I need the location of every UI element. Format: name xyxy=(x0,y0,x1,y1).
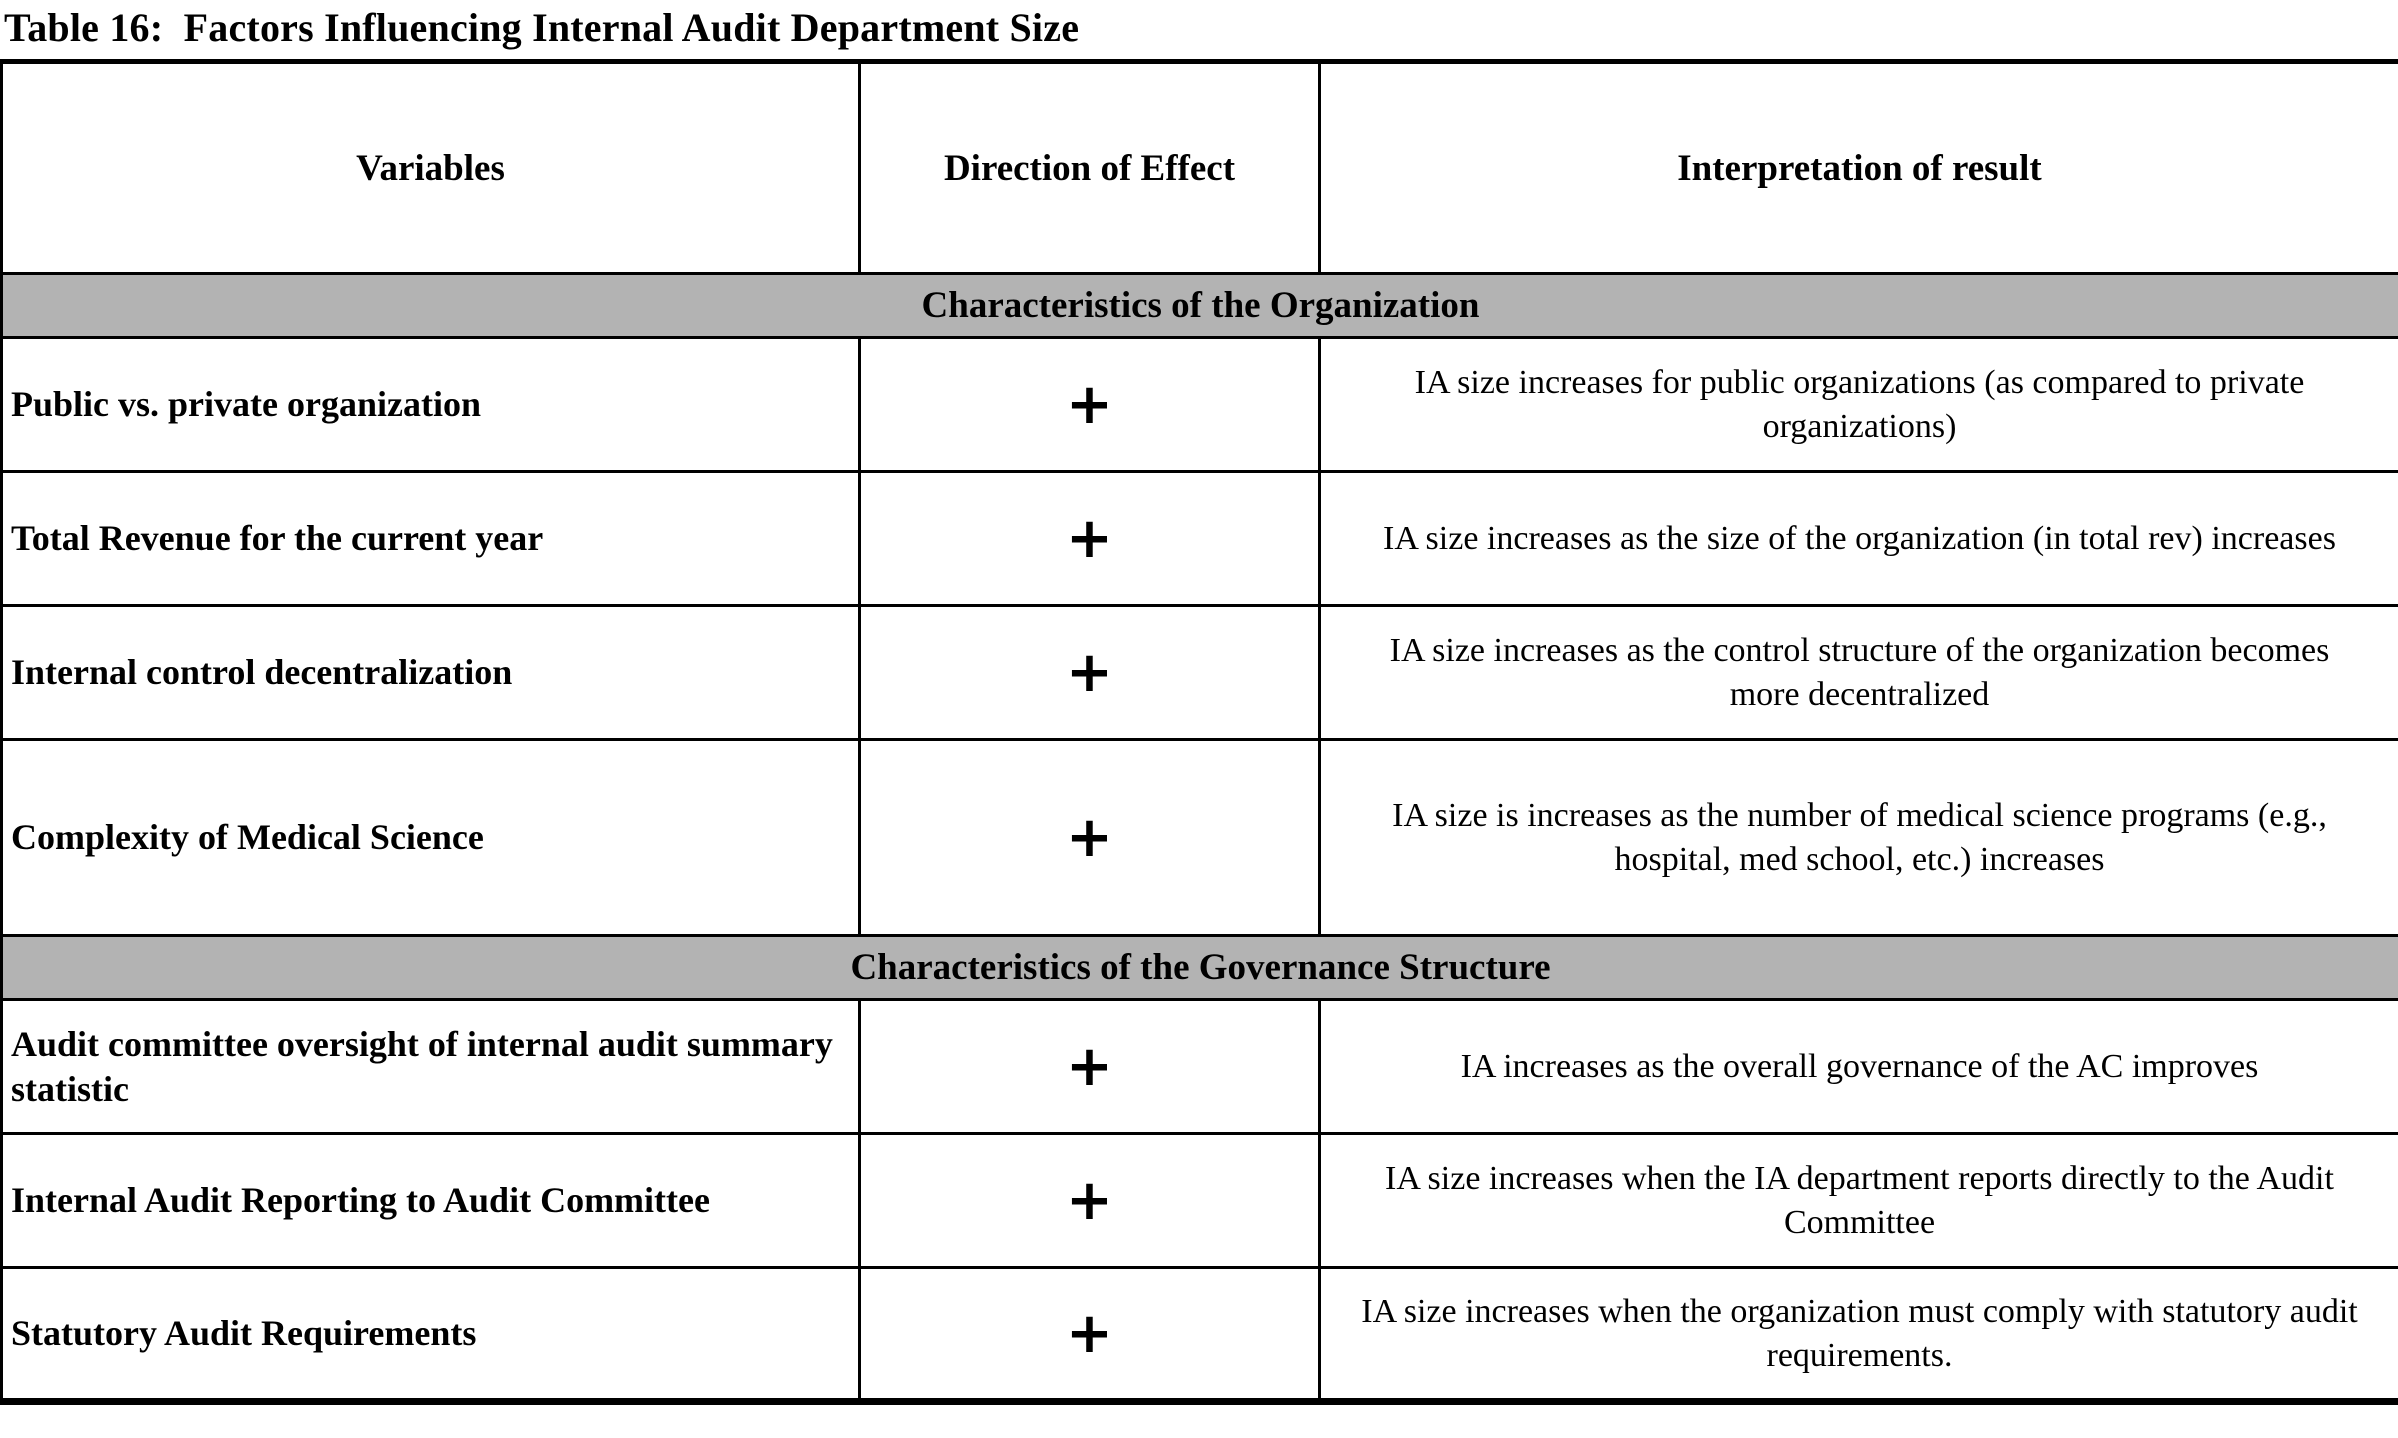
direction-cell: + xyxy=(860,1134,1320,1268)
direction-cell: + xyxy=(860,740,1320,936)
column-header-variables: Variables xyxy=(2,62,860,274)
direction-cell: + xyxy=(860,338,1320,472)
table-row xyxy=(2,740,2398,936)
direction-cell: + xyxy=(860,606,1320,740)
section-header-label: Characteristics of the Governance Structure xyxy=(2,936,2398,1000)
section-header-organization xyxy=(2,274,2398,338)
table-row xyxy=(2,1134,2398,1268)
table-row xyxy=(2,1000,2398,1134)
direction-cell: + xyxy=(860,1000,1320,1134)
table-caption: Table 16: Factors Influencing Internal Audit Department Size xyxy=(4,5,1080,50)
variable-cell: Internal Audit Reporting to Audit Committee xyxy=(2,1134,860,1268)
variable-cell: Complexity of Medical Science xyxy=(2,740,860,936)
interpretation-cell: IA size increases as the size of the organization (in total rev) increases xyxy=(1320,472,2398,606)
table-row xyxy=(2,338,2398,472)
interpretation-cell: IA increases as the overall governance of the AC improves xyxy=(1320,1000,2398,1134)
factors-table xyxy=(0,59,2398,1405)
interpretation-cell: IA size is increases as the number of medical science programs (e.g., hospital, med school, etc.) increases xyxy=(1320,740,2398,936)
table-row xyxy=(2,606,2398,740)
interpretation-cell: IA size increases when the organization must comply with statutory audit requirements. xyxy=(1320,1268,2398,1402)
interpretation-cell: IA size increases for public organizations (as compared to private organizations) xyxy=(1320,338,2398,472)
variable-cell: Total Revenue for the current year xyxy=(2,472,860,606)
column-header-interpretation: Interpretation of result xyxy=(1320,62,2398,274)
table-row xyxy=(2,472,2398,606)
variable-cell: Audit committee oversight of internal audit summary statistic xyxy=(2,1000,860,1134)
variable-cell: Public vs. private organization xyxy=(2,338,860,472)
direction-cell: + xyxy=(860,472,1320,606)
interpretation-cell: IA size increases as the control structure of the organization becomes more decentralized xyxy=(1320,606,2398,740)
variable-cell: Internal control decentralization xyxy=(2,606,860,740)
variable-cell: Statutory Audit Requirements xyxy=(2,1268,860,1402)
interpretation-cell: IA size increases when the IA department reports directly to the Audit Committee xyxy=(1320,1134,2398,1268)
section-header-label: Characteristics of the Organization xyxy=(2,274,2398,338)
table-header-row xyxy=(2,62,2398,274)
column-header-direction: Direction of Effect xyxy=(860,62,1320,274)
section-header-governance xyxy=(2,936,2398,1000)
direction-cell: + xyxy=(860,1268,1320,1402)
table-row xyxy=(2,1268,2398,1402)
